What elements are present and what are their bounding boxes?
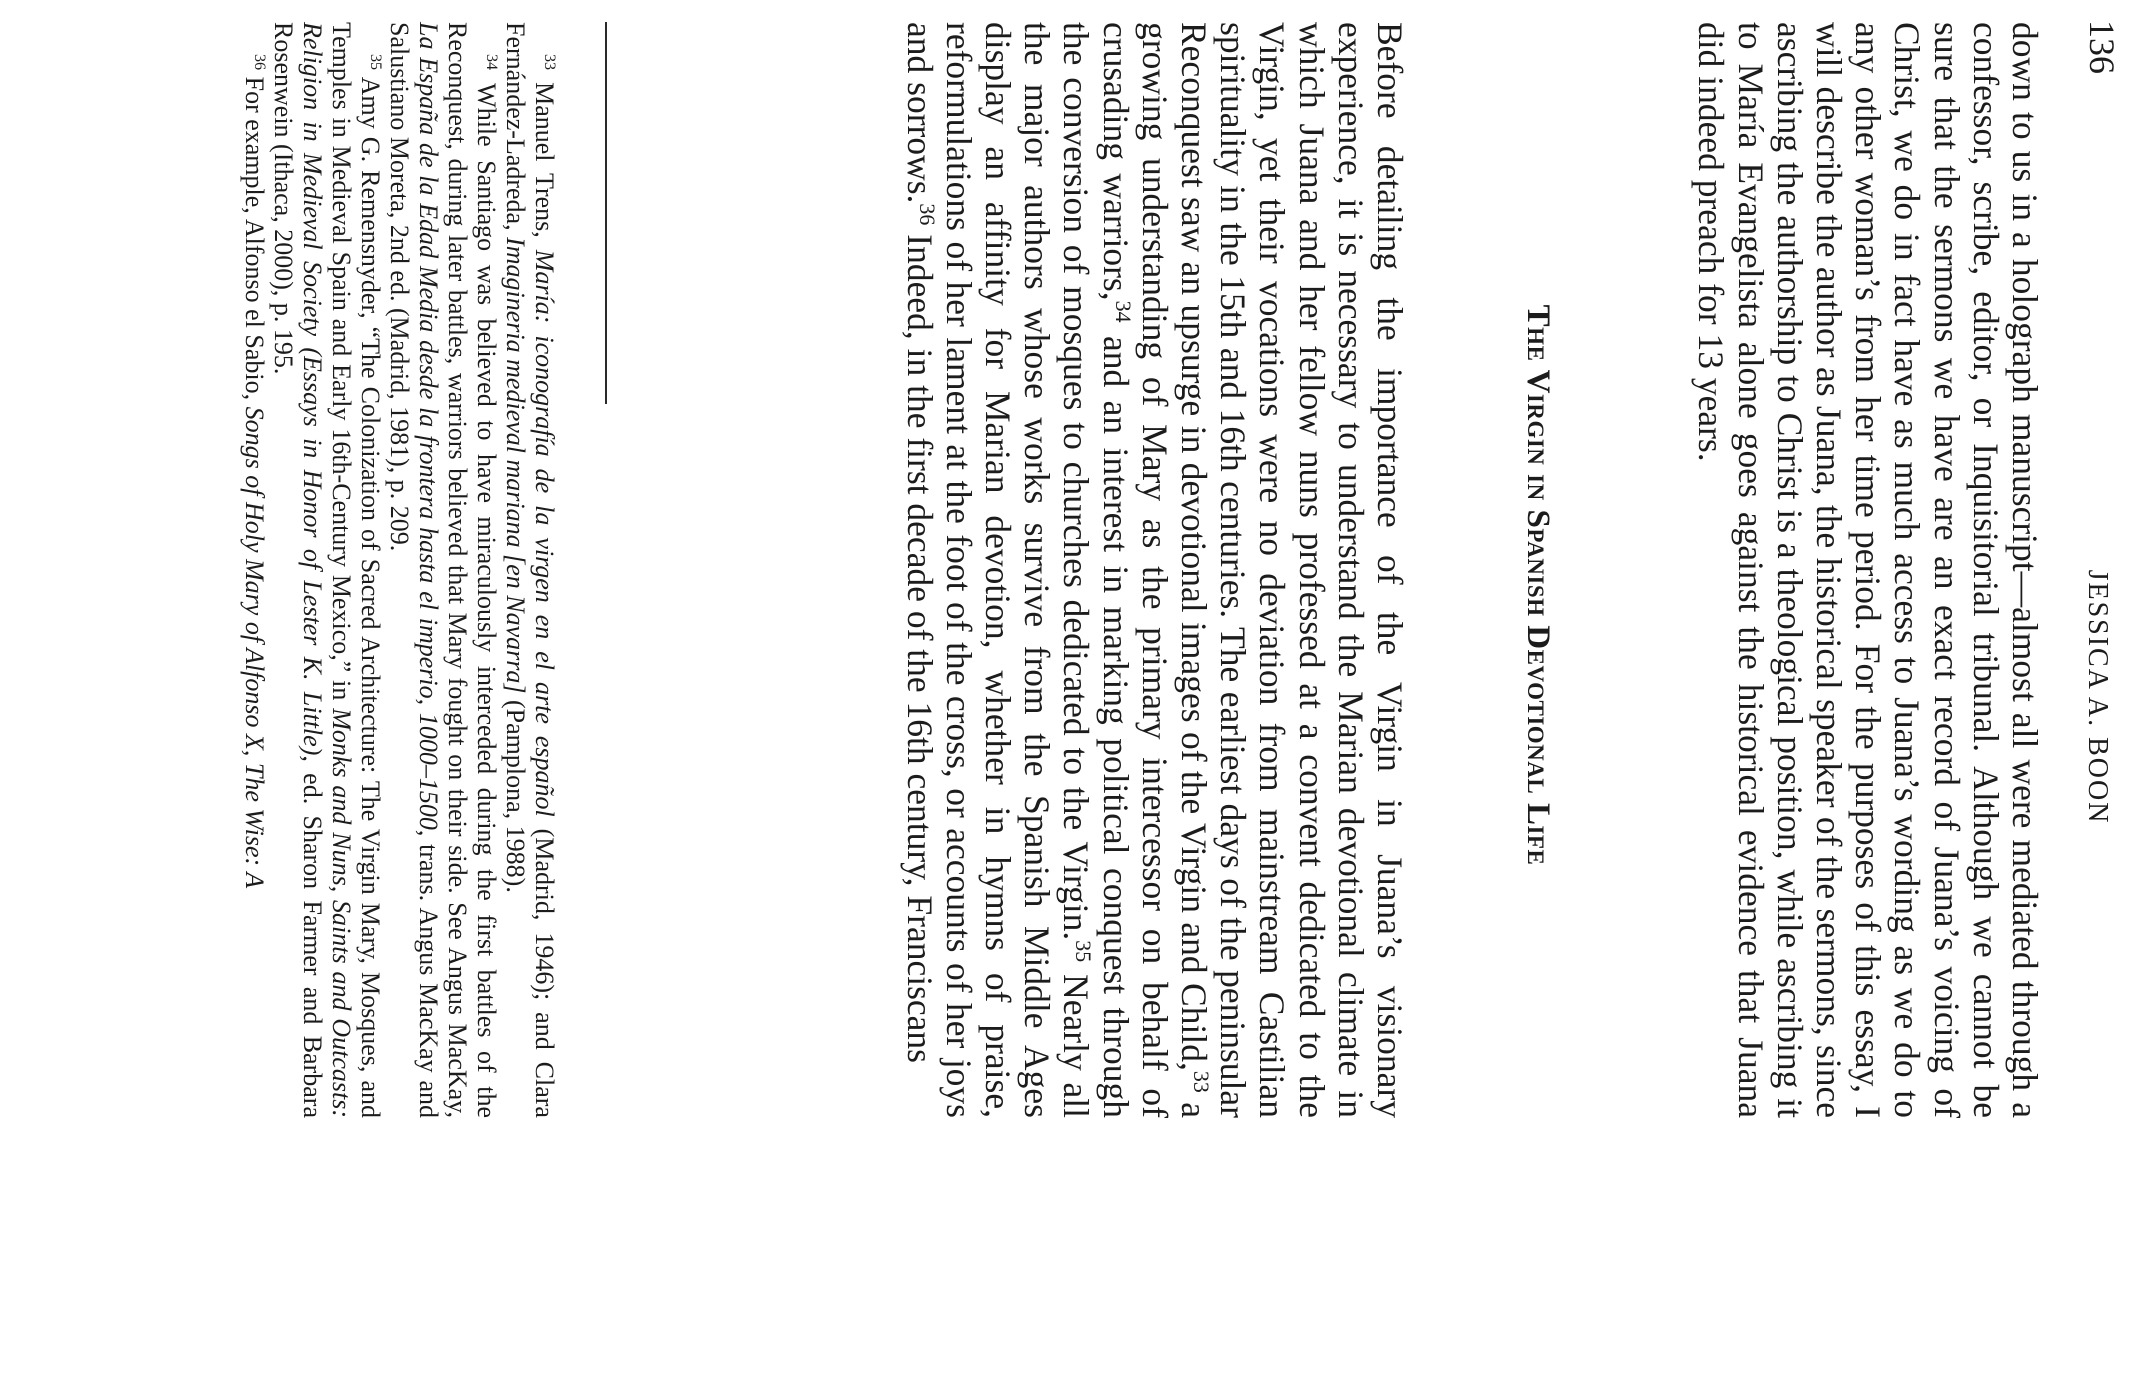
footnote-number: 34 <box>482 54 500 71</box>
section-heading: The Virgin in Spanish Devotional Life <box>1520 304 1556 866</box>
continuation-paragraph: down to us in a holograph manuscript—almost all were mediated through a confessor, scribe, editor, or Inquisitorial tribunal. Although we cannot be sure that the sermons we have are an exact record of Juana’s voicing of Christ, we do in fact have as much access to Juana’s wording as we do to any other woman’s from her time period. For the purposes of this essay, I will describe the author as Juana, the historical speaker of the sermons, since ascribing the authorship to Christ is a theological position, while ascribing it to María Evangelista alone goes against the historical evidence that Juana did indeed preach for 13 years. <box>1691 22 2045 1118</box>
footnote-divider <box>605 22 607 404</box>
footnote-number: 36 <box>250 54 268 71</box>
footnote-text: , trans. Angus MacKay and Salustiano Moreta, 2nd ed. (Madrid, 1981), p. 209. <box>385 22 443 1118</box>
main-paragraph <box>899 22 1409 1118</box>
footnote-text: (Madrid, 1946); and Clara Fernández-Ladreda, <box>501 22 559 1118</box>
footnote-ref-35: 35 <box>1071 940 1097 963</box>
footnote-text: , ed. Sharon Farmer and Barbara Rosenwein (Ithaca, 2000), p. 195. <box>269 22 327 1118</box>
footnote-number: 35 <box>366 54 384 71</box>
footnote-title: María: iconografía de la virgen en el arte español <box>530 249 559 817</box>
footnotes <box>240 22 559 1118</box>
footnote-35 <box>269 22 385 1118</box>
main-paragraph-text: a growing understanding of Mary as the primary intercessor on behalf of crusading warriors, <box>1095 22 1214 1118</box>
footnote-title: La España de la Edad Media desde la frontera hasta el imperio, 1000–1500 <box>414 22 443 830</box>
main-paragraph-text: Indeed, in the first decade of the 16th century, Franciscans <box>899 225 940 1063</box>
footnote-text: For example, Alfonso el Sabio, <box>240 70 269 407</box>
footnote-title: Imagineria medieval mariana [en Navarra] <box>501 237 530 694</box>
footnote-text: Amy G. Remensnyder, “The Colonization of Sacred Architecture: The Virgin Mary, Mosques, and Temples in Medieval Spain and Early 16th-Century Mexico,” in <box>327 22 385 1118</box>
main-paragraph-text: and an interest in marking political conquest through the conversion of mosques to churches dedicated to the Virgin. <box>1056 22 1136 1118</box>
footnote-36 <box>240 22 269 1118</box>
footnote-ref-34: 34 <box>1110 300 1136 323</box>
footnote-34 <box>385 22 501 1118</box>
footnote-ref-36: 36 <box>914 203 940 226</box>
main-paragraph-text: Before detailing the importance of the Virgin in Juana’s visionary experience, it is necessary to understand the Marian devotional climate in which Juana and her fellow nuns professed at a convent dedicated to the Virgin, yet their vocations were no deviation from mainstream Castilian spirituality in the 15th and 16th centuries. The earliest days of the peninsular Reconquest saw an upsurge in devotional images of the Virgin and Child, <box>1173 22 1410 1118</box>
footnote-title: Songs of Holy Mary of Alfonso X, The Wise: A <box>240 406 269 889</box>
main-paragraph-text: Nearly all the major authors whose works survive from the Spanish Middle Ages display an affinity for Marian devotion, whether in hymns of praise, reformulations of her lament at the foot of the cross, or accounts of her joys and sorrows. <box>899 22 1097 1118</box>
page-number: 136 <box>2082 20 2122 74</box>
footnote-title: Monks and Nuns, Saints and Outcasts: Religion in Medieval Society (Essays in Honor of Lester K. Little) <box>298 22 356 1118</box>
footnote-ref-33: 33 <box>1189 1070 1215 1093</box>
running-head: JESSICA A. BOON <box>2082 569 2113 825</box>
footnote-text: While Santiago was believed to have miraculously interceded during the first battles of the Reconquest, during later battles, warriors believed that Mary fought on their side. See Angus MacKay, <box>443 22 501 1118</box>
footnote-number: 33 <box>540 54 558 71</box>
footnote-text: Manuel Trens, <box>530 70 559 250</box>
footnote-text: (Pamplona, 1988). <box>501 693 530 893</box>
footnote-33 <box>501 22 559 1118</box>
